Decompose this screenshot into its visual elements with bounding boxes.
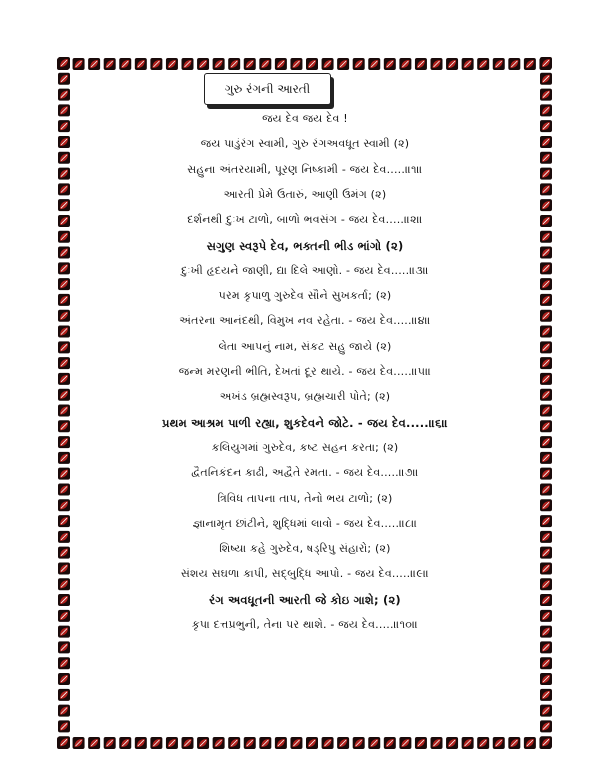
border-motif (58, 452, 70, 464)
border-motif (540, 689, 552, 701)
decorative-border-right (538, 56, 554, 751)
verse-line: અંતરના આનંદથી, વિમુખ નવ રહેતા. - જય દેવ.....॥૪॥ (179, 314, 431, 328)
border-motif (540, 720, 552, 732)
verse-line: ત્રિવિધ તાપના તાપ, તેનો ભય ટાળો; (૨) (217, 491, 393, 505)
border-motif (58, 373, 70, 385)
border-motif (213, 58, 225, 70)
border-motif (477, 737, 489, 749)
border-motif (88, 737, 100, 749)
border-motif (58, 310, 70, 322)
border-motif (275, 737, 287, 749)
verse-line: પ્રથમ આશ્રમ પાળી રહ્યા, શુકદેવને જોટે. - જય દેવ.....॥૬॥ (161, 415, 449, 430)
border-motif (166, 737, 178, 749)
border-motif (58, 531, 70, 543)
verse-line: કૃપા દત્તપ્રભુની, તેના પર થાશે. - જય દેવ.....॥૧૦॥ (191, 618, 419, 631)
decorative-border-bottom (56, 735, 554, 751)
border-motif (540, 168, 552, 180)
border-motif (244, 58, 256, 70)
border-motif (508, 58, 520, 70)
border-motif (58, 262, 70, 274)
border-motif (58, 405, 70, 417)
border-motif (540, 562, 552, 574)
border-motif (73, 737, 85, 749)
border-motif (540, 183, 552, 195)
verse-line: જન્મ મરણની ભીતિ, દેખતાં દૂર થાયે. - જય દેવ.....॥૫॥ (178, 365, 432, 378)
border-motif (58, 104, 70, 116)
border-motif (104, 737, 116, 749)
border-motif (58, 547, 70, 559)
border-motif (540, 641, 552, 653)
border-motif (540, 89, 552, 101)
verse-line: કલિયુગમાં ગુરુદેવ, કષ્ટ સહન કરતા; (૨) (211, 440, 399, 454)
border-motif (524, 58, 536, 70)
border-motif (58, 689, 70, 701)
border-motif (540, 547, 552, 559)
page-title: ગુરુ રંગની આરતી (204, 73, 331, 105)
border-motif (540, 578, 552, 590)
border-motif (540, 405, 552, 417)
border-motif (540, 483, 552, 495)
border-motif (399, 58, 411, 70)
border-motif (58, 610, 70, 622)
verse-line: અખંડ બ્રહ્મસ્વરૂપ, બ્રહ્મચારી પોતે; (૨) (219, 390, 391, 404)
border-motif (182, 58, 194, 70)
border-motif (540, 389, 552, 401)
border-motif (415, 58, 427, 70)
border-motif (540, 499, 552, 511)
decorative-border-left (56, 56, 72, 751)
border-motif (58, 215, 70, 227)
border-motif (58, 673, 70, 685)
border-motif (399, 737, 411, 749)
border-motif (540, 341, 552, 353)
border-motif (228, 737, 240, 749)
border-motif (540, 57, 552, 69)
border-motif (540, 626, 552, 638)
border-motif (135, 737, 147, 749)
border-motif (244, 737, 256, 749)
verse-line: રંગ અવધૂતની આરતી જે કોઇ ગાશે; (૨) (209, 592, 401, 607)
border-motif (540, 357, 552, 369)
border-motif (493, 737, 505, 749)
border-motif (540, 673, 552, 685)
border-motif (446, 58, 458, 70)
border-motif (104, 58, 116, 70)
border-motif (259, 737, 271, 749)
border-motif (540, 436, 552, 448)
border-motif (58, 341, 70, 353)
border-motif (415, 737, 427, 749)
border-motif (540, 294, 552, 306)
border-motif (58, 483, 70, 495)
border-motif (322, 737, 334, 749)
border-motif (58, 168, 70, 180)
border-motif (58, 657, 70, 669)
border-motif (88, 58, 100, 70)
border-motif (213, 737, 225, 749)
border-motif (58, 420, 70, 432)
border-motif (58, 468, 70, 480)
verse-line: સગુણ સ્વરૂપે દેવ, ભક્તની ભીડ ભાંગો (૨) (206, 238, 404, 253)
border-motif (540, 515, 552, 527)
border-motif (150, 58, 162, 70)
border-motif (58, 136, 70, 148)
border-motif (58, 389, 70, 401)
border-pattern-left (56, 56, 72, 751)
border-motif (540, 610, 552, 622)
verse-line: દુઃખી હૃદયને જાણી, દ્યા દિલે આણો. - જય દેવ.....॥૩॥ (181, 263, 429, 277)
border-motif (540, 278, 552, 290)
border-motif (540, 247, 552, 259)
border-motif (58, 57, 70, 69)
border-motif (58, 231, 70, 243)
border-motif (228, 58, 240, 70)
border-motif (259, 58, 271, 70)
border-motif (135, 58, 147, 70)
border-motif (462, 737, 474, 749)
border-motif (58, 247, 70, 259)
border-motif (353, 58, 365, 70)
border-motif (540, 531, 552, 543)
border-motif (182, 737, 194, 749)
border-motif (58, 183, 70, 195)
border-motif (353, 737, 365, 749)
border-motif (462, 58, 474, 70)
border-motif (58, 705, 70, 717)
border-motif (540, 657, 552, 669)
border-motif (540, 452, 552, 464)
border-motif (540, 594, 552, 606)
border-motif (540, 231, 552, 243)
border-motif (384, 58, 396, 70)
verse-line: જય પાડુંરંગ સ્વામી, ગુરુ રંગઅવધૂત સ્વામી (૨) (200, 137, 410, 151)
border-motif (540, 262, 552, 274)
border-motif (58, 199, 70, 211)
border-motif (58, 562, 70, 574)
border-motif (275, 58, 287, 70)
verse-line: જય દેવ જય દેવ ! (262, 112, 348, 125)
border-motif (368, 58, 380, 70)
border-motif (540, 215, 552, 227)
border-motif (493, 58, 505, 70)
border-motif (58, 357, 70, 369)
border-motif (58, 720, 70, 732)
border-motif (540, 736, 552, 748)
border-pattern-top (56, 56, 554, 72)
verse-line: લેતા આપનું નામ, સંકટ સહુ જાયે (૨) (218, 339, 392, 353)
decorative-border-top (56, 56, 554, 72)
border-motif (540, 199, 552, 211)
border-motif (58, 515, 70, 527)
border-motif (524, 737, 536, 749)
border-motif (337, 58, 349, 70)
verse-line: દર્શનથી દુઃખ ટાળો, બાળો ભવસંગ - જય દેવ.....॥૨॥ (187, 213, 423, 227)
border-motif (306, 58, 318, 70)
verse-line: સંશય સઘળા કાપી, સદ્‌બુદ્ધિ આપો. - જય દેવ.....॥૯॥ (180, 567, 430, 581)
border-motif (119, 58, 131, 70)
border-motif (431, 58, 443, 70)
border-motif (540, 420, 552, 432)
border-motif (58, 626, 70, 638)
border-motif (58, 641, 70, 653)
border-motif (540, 136, 552, 148)
border-motif (540, 152, 552, 164)
border-motif (58, 436, 70, 448)
border-motif (119, 737, 131, 749)
border-motif (197, 58, 209, 70)
border-motif (58, 152, 70, 164)
verse-line: દ્વૈતનિકંદન કાઢી, અદ્વૈતે રમતા. - જય દેવ.....॥૭॥ (191, 466, 419, 480)
border-motif (337, 737, 349, 749)
border-motif (58, 294, 70, 306)
verse-line: આરતી પ્રેમે ઉતારું, આણી ઉમંગ (૨) (223, 187, 387, 201)
border-motif (322, 58, 334, 70)
border-motif (166, 58, 178, 70)
border-pattern-right (538, 56, 554, 751)
border-motif (150, 737, 162, 749)
border-motif (58, 326, 70, 338)
border-motif (540, 373, 552, 385)
border-motif (540, 705, 552, 717)
border-motif (58, 594, 70, 606)
border-motif (446, 737, 458, 749)
border-motif (58, 120, 70, 132)
border-motif (290, 737, 302, 749)
border-motif (508, 737, 520, 749)
border-motif (58, 499, 70, 511)
verse-line: સહુના અંતરયામી, પૂરણ નિષ્કામી - જય દેવ.....॥૧॥ (187, 162, 423, 176)
border-motif (58, 736, 70, 748)
border-motif (58, 578, 70, 590)
border-motif (540, 120, 552, 132)
border-pattern-bottom (56, 735, 554, 751)
verse-line: જ્ઞાનામૃત છાંટીને, શુદ્ધિમાં લાવો - જય દેવ.....॥૮॥ (192, 516, 418, 530)
border-motif (540, 73, 552, 85)
verse-line: શિષ્યા કહે ગુરુદેવ, ષડ્‌રિપુ સંહારો; (૨) (219, 542, 391, 556)
border-motif (58, 278, 70, 290)
border-motif (540, 468, 552, 480)
border-motif (540, 310, 552, 322)
border-motif (384, 737, 396, 749)
border-motif (290, 58, 302, 70)
border-motif (197, 737, 209, 749)
border-motif (540, 326, 552, 338)
border-motif (73, 58, 85, 70)
border-motif (58, 73, 70, 85)
border-motif (368, 737, 380, 749)
border-motif (477, 58, 489, 70)
border-motif (306, 737, 318, 749)
border-motif (540, 104, 552, 116)
border-motif (58, 89, 70, 101)
border-motif (431, 737, 443, 749)
verse-line: પરમ કૃપાળુ ગુરુદેવ સૌને સુખકર્તા; (૨) (218, 289, 392, 303)
